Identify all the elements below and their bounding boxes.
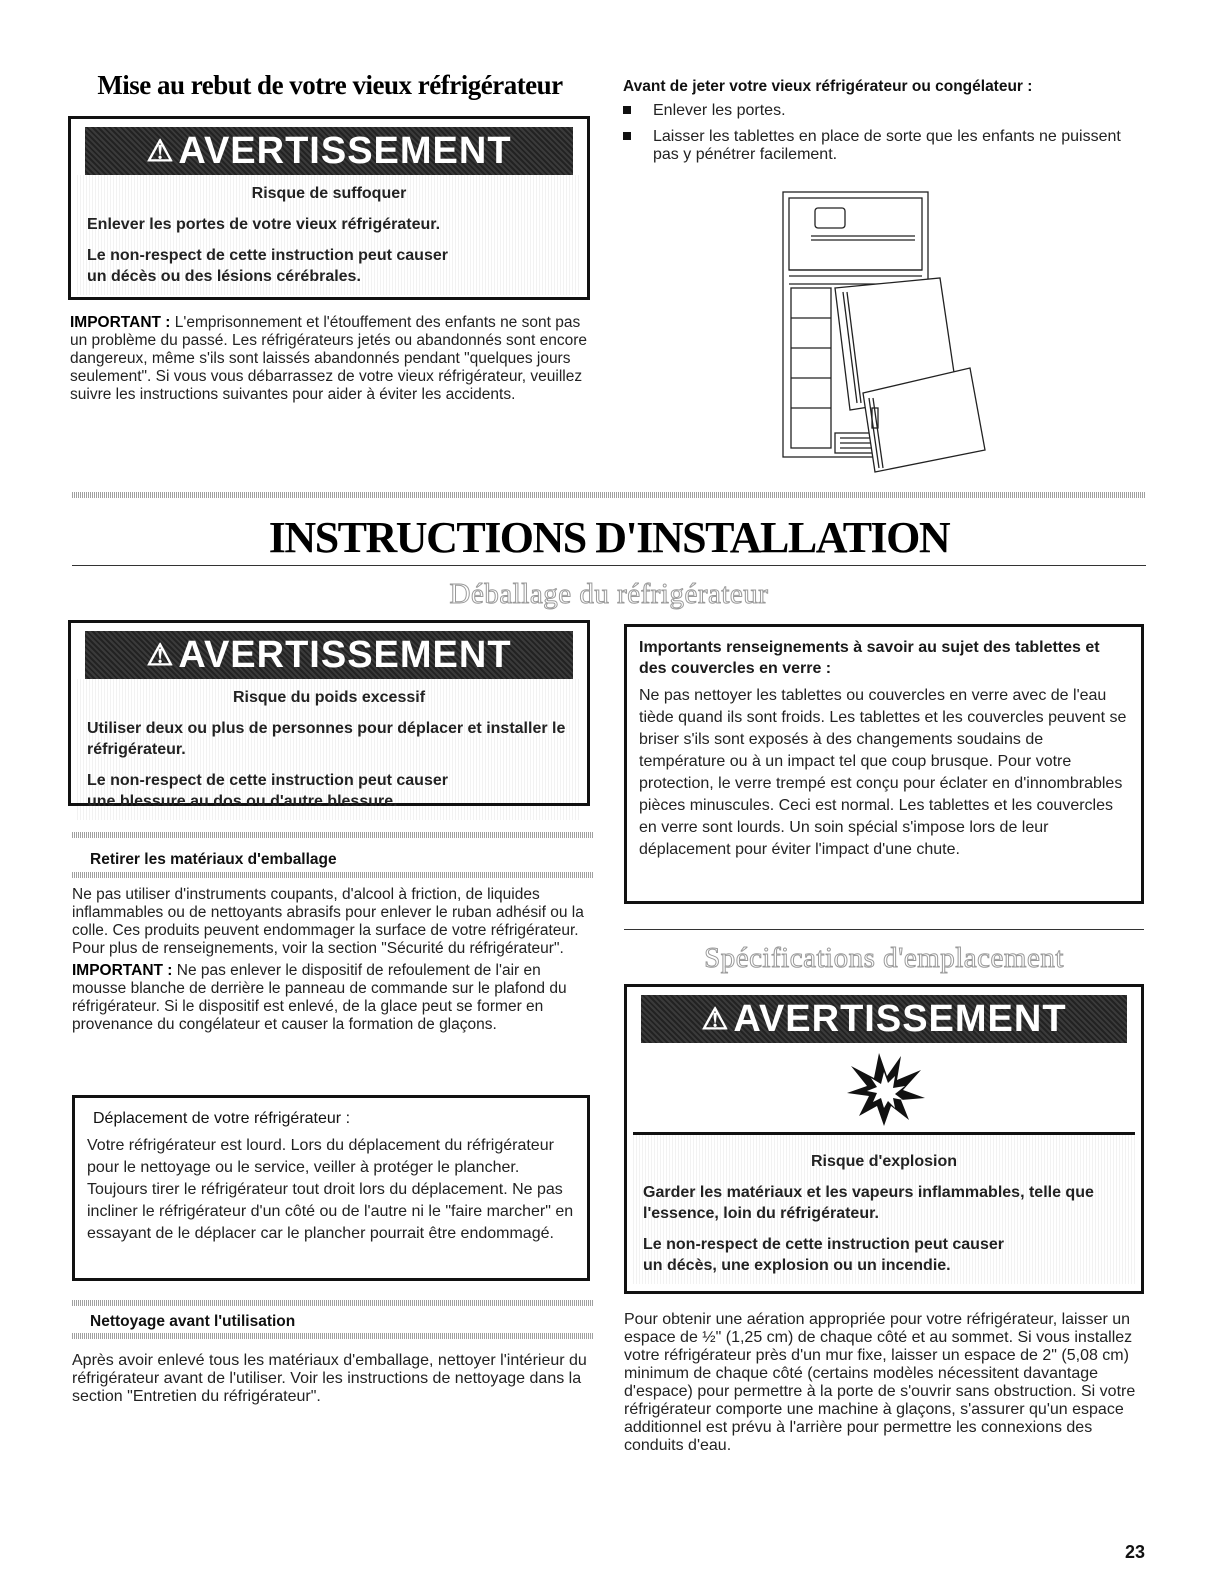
warning-header: [641, 995, 1127, 1043]
page-number: 23: [1124, 1542, 1145, 1562]
before-disposal-title: Avant de jeter votre vieux réfrigérateur ou congélateur :: [623, 78, 1033, 95]
disposal-important-paragraph: [70, 314, 595, 404]
list-item: Enlever les portes.: [617, 102, 1127, 120]
section-divider: [72, 492, 1146, 498]
disposal-title: Mise au rebut de votre vieux réfrigérateur: [97, 70, 563, 100]
warning-header: [85, 631, 573, 679]
glass-shelves-box: [624, 624, 1144, 904]
weight-warning-box: [68, 620, 590, 810]
location-text: Pour obtenir une aération appropriée pour votre réfrigérateur, laisser un espace de ½" (1,25 cm) de chaque côté et au sommet. Si vous installez votre réfrigérateur près d'un mur fixe, laisser un espace de 2" (5,08 cm) minimum de chaque côté (certains modèles nécessitent davantage d'espace) pour permettre à la porte de s'ouvrir sans obstruction. Si votre réfrigérateur comporte une machine à glaçons, s'assurer qu'un espace additionnel est prévu à l'arrière pour permettre les connexions des conduits d'eau.: [624, 1311, 1136, 1454]
instruction-text: Garder les matériaux et les vapeurs inflammables, telle que l'essence, loin du réfrigérateur.: [643, 1184, 1094, 1222]
glass-text: Ne pas nettoyer les tablettes ou couvercles en verre avec de l'eau tiède quand ils sont froids. Les tablettes et les couvercles peuvent se briser s'ils sont exposés à des changements soudains de température ou à un impact tel que coup brusque. Pour votre protection, le verre trempé est conçu pour éclater en d'innombrables pièces minuscules. Ceci est normal. Les tablettes et les couvercles en verre sont lourds. Un soin spécial s'impose lors de leur déplacement pour éviter l'impact d'une chute.: [639, 687, 1127, 858]
location-rule: [624, 929, 1144, 930]
moving-text: Votre réfrigérateur est lourd. Lors du déplacement du réfrigérateur pour le nettoyage ou le service, veiller à protéger le plancher. Toujours tirer le réfrigérateur tout droit lors du déplacement. Ne pas incliner le réfrigérateur d'un côté ou de l'autre ni le "faire marcher" en essayant de le déplacer car le plancher pourrait être endommagé.: [87, 1137, 574, 1242]
remove-packaging-title: Retirer les matériaux d'emballage: [90, 851, 337, 868]
hazard-text: Risque d'explosion: [810, 1153, 958, 1170]
warning-body: [633, 1135, 1135, 1284]
hazard-text: Risque de suffoquer: [251, 185, 407, 202]
explosion-warning-box: [624, 984, 1144, 1294]
consequence-line-2: un décès, une explosion ou un incendie.: [643, 1257, 951, 1274]
subsection-rule: [72, 832, 594, 838]
moving-refrigerator-box: [72, 1095, 590, 1281]
refrigerator-doors-removed-illustration: [775, 188, 995, 473]
warning-header: [85, 127, 573, 175]
location-section-title: Spécifications d'emplacement: [704, 942, 1064, 974]
glass-title: Importants renseignements à savoir au sujet des tablettes et des couvercles en verre :: [639, 639, 1100, 677]
important-label: IMPORTANT :: [70, 314, 171, 331]
subsection-rule: [72, 872, 594, 878]
unpacking-section-title: Déballage du réfrigérateur: [449, 578, 769, 610]
consequence-line-2: une blessure au dos ou d'autre blessure.: [87, 793, 398, 810]
remove-packaging-text: Ne pas utiliser d'instruments coupants, d'alcool à friction, de liquides inflammables ou de nettoyants abrasifs pour enlever le ruban adhésif ou la colle. Ces produits peuvent endommager la surface de votre réfrigérateur. Pour plus de renseignements, voir la section "Sécurité du réfrigérateur".: [72, 886, 584, 957]
suffocation-warning-box: [68, 116, 590, 300]
warning-label: AVERTISSEMENT: [178, 129, 512, 172]
important-text: Ne pas enlever le dispositif de refoulement de l'air en mousse blanche de derrière le panneau de commande sur le plafond du réfrigérateur. Si le dispositif est enlevé, de la glace peut se former en provenance du congélateur et causer la formation de glaçons.: [72, 962, 567, 1033]
hazard-text: Risque du poids excessif: [232, 689, 426, 706]
warning-label: AVERTISSEMENT: [178, 633, 512, 676]
warning-triangle-icon: ⚠: [701, 1002, 730, 1036]
instruction-text: Enlever les portes de votre vieux réfrigérateur.: [87, 216, 441, 233]
warning-triangle-icon: ⚠: [146, 638, 175, 672]
moving-title: Déplacement de votre réfrigérateur :: [93, 1110, 351, 1127]
explosion-icon: [839, 1048, 929, 1128]
important-label: IMPORTANT :: [72, 962, 173, 979]
important-text: L'emprisonnement et l'étouffement des enfants ne sont pas un problème du passé. Les réfrigérateurs jetés ou abandonnés sont encore dangereux, même s'ils sont laissés abandonnés pendant "quelques jours seulement". Si vous vous débarrassez de votre vieux réfrigérateur, veuillez suivre les instructions suivantes pour aider à éviter les accidents.: [70, 314, 588, 403]
disposal-bullets: [617, 102, 1127, 172]
instruction-text: Utiliser deux ou plus de personnes pour déplacer et installer le réfrigérateur.: [87, 720, 566, 758]
warning-body: [77, 175, 581, 295]
cleaning-title: Nettoyage avant l'utilisation: [90, 1313, 296, 1330]
list-item: Laisser les tablettes en place de sorte que les enfants ne puissent pas y pénétrer facilement.: [617, 128, 1127, 164]
explosion-pictogram-panel: [633, 1043, 1135, 1135]
subsection-rule: [72, 1300, 594, 1306]
consequence-line-1: Le non-respect de cette instruction peut causer: [87, 247, 448, 264]
warning-label: AVERTISSEMENT: [733, 997, 1067, 1040]
title-rule: [72, 565, 1146, 566]
consequence-line-2: un décès ou des lésions cérébrales.: [87, 268, 361, 285]
consequence-line-1: Le non-respect de cette instruction peut causer: [643, 1236, 1004, 1253]
warning-body: [77, 679, 581, 820]
subsection-rule: [72, 1333, 594, 1339]
consequence-line-1: Le non-respect de cette instruction peut causer: [87, 772, 448, 789]
installation-important-paragraph: [72, 962, 594, 1034]
warning-triangle-icon: ⚠: [146, 134, 175, 168]
installation-title: INSTRUCTIONS D'INSTALLATION: [268, 513, 950, 562]
cleaning-text: Après avoir enlevé tous les matériaux d'emballage, nettoyer l'intérieur du réfrigérateur avant de l'utiliser. Voir les instructions de nettoyage dans la section "Entretien du réfrigérateur".: [72, 1352, 587, 1405]
